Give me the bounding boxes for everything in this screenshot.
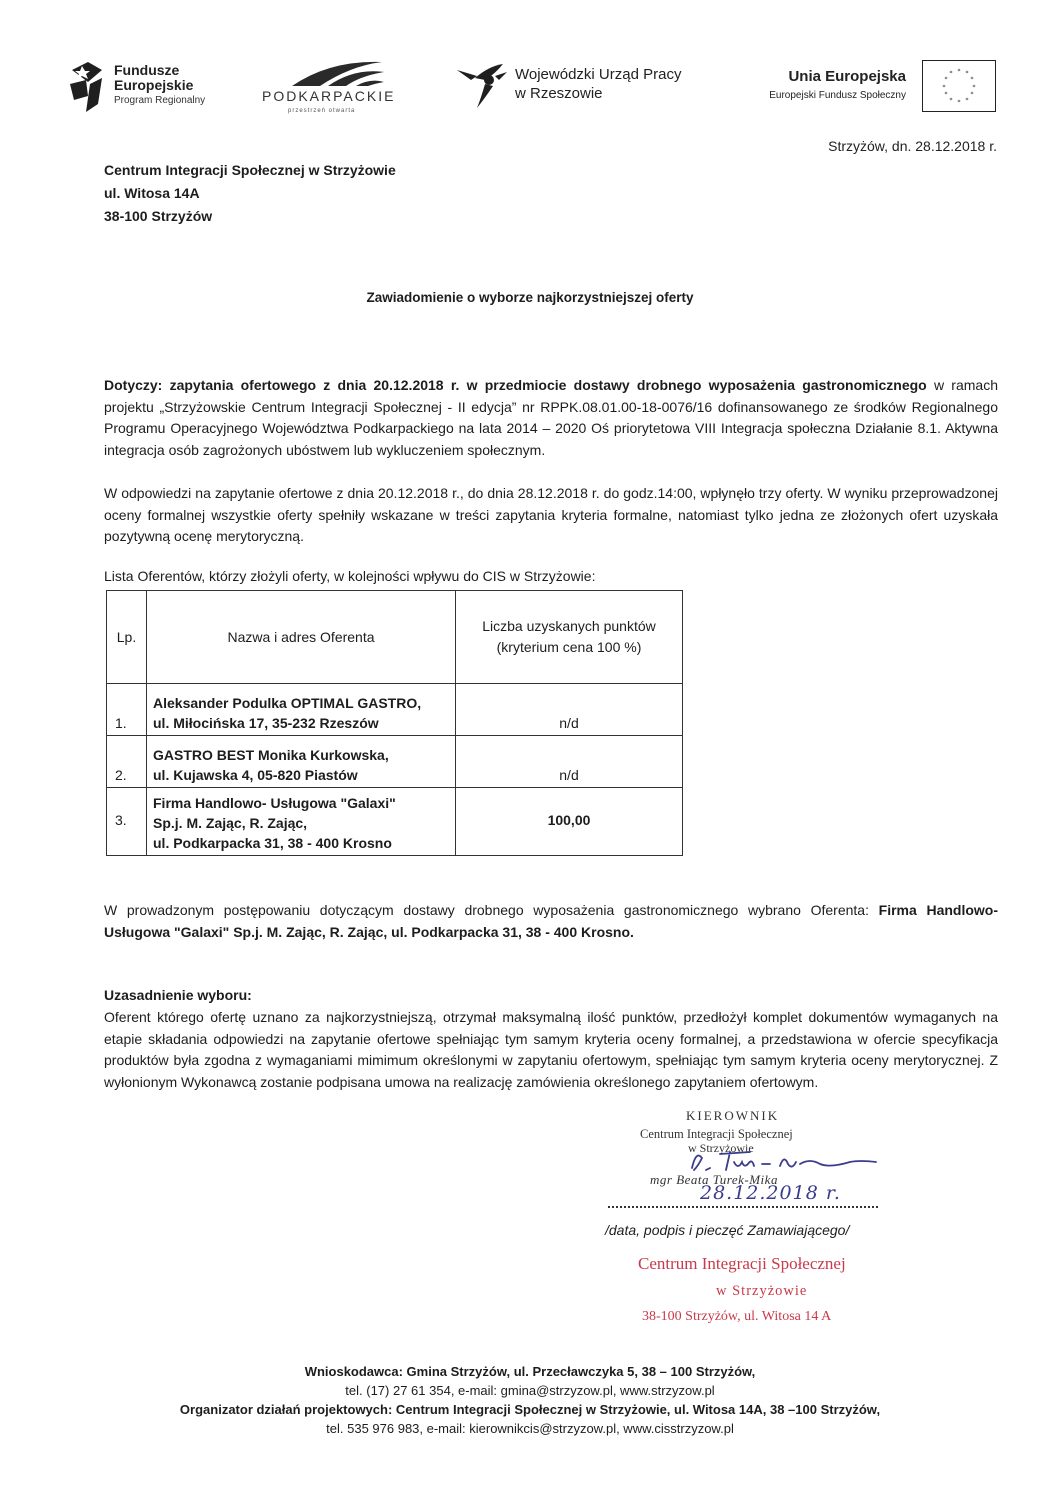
row-lp: 2. bbox=[107, 736, 147, 788]
table-header-row bbox=[107, 591, 683, 684]
row-lp: 3. bbox=[107, 788, 147, 856]
svg-text:*: * bbox=[957, 68, 961, 75]
stamp-location: w Strzyżowie bbox=[688, 1141, 754, 1155]
svg-text:*: * bbox=[944, 76, 948, 83]
row-offeror bbox=[147, 736, 456, 788]
offerors-table bbox=[106, 590, 683, 856]
recipient-address bbox=[104, 159, 396, 228]
table-row bbox=[107, 788, 683, 856]
podkarpackie-swoosh-icon bbox=[290, 56, 386, 90]
svg-text:*: * bbox=[970, 76, 974, 83]
ue-line2: Europejski Fundusz Społeczny bbox=[769, 90, 906, 101]
col-points-header-line2: (kryterium cena 100 %) bbox=[496, 639, 642, 655]
row-points: 100,00 bbox=[456, 788, 683, 856]
col-lp-header: Lp. bbox=[107, 591, 147, 684]
svg-text:*: * bbox=[957, 99, 961, 106]
red-stamp-line3: 38-100 Strzyżów, ul. Witosa 14 A bbox=[642, 1309, 832, 1324]
row-lp: 1. bbox=[107, 684, 147, 736]
col-points-header bbox=[456, 591, 683, 684]
paragraph-regarding-bold: Dotyczy: zapytania ofertowego z dnia 20.12.2018 r. w przedmiocie dostawy drobnego wyposażenia gastronomicznego bbox=[104, 377, 927, 393]
podkarpackie-tagline: przestrzeń otwarta bbox=[288, 108, 356, 114]
row-offeror bbox=[147, 788, 456, 856]
col-points-header-line1: Liczba uzyskanych punktów bbox=[482, 618, 656, 634]
document-title: Zawiadomienie o wyborze najkorzystniejszej oferty bbox=[366, 290, 694, 305]
fundusze-line2: Europejskie bbox=[114, 77, 194, 93]
stamp-signatory-name: mgr Beata Turek-Mika bbox=[650, 1172, 778, 1187]
svg-text:*: * bbox=[970, 91, 974, 98]
fundusze-europejskie-logo bbox=[68, 56, 228, 116]
paragraph-selected-bold: Firma Handlowo- Usługowa "Galaxi" Sp.j. M. Zając, R. Zając, ul. Podkarpacka 31, 38 - 400 Krosno. bbox=[104, 902, 999, 940]
fundusze-europejskie-icon bbox=[68, 60, 104, 114]
red-stamp-line1: Centrum Integracji Społecznej bbox=[638, 1254, 846, 1273]
paragraph-selected-text: W prowadzonym postępowaniu dotyczącym dostawy drobnego wyposażenia gastronomicznego wybrano Oferenta: bbox=[104, 902, 869, 918]
row-offeror bbox=[147, 684, 456, 736]
row-offeror-line: Firma Handlowo- Usługowa "Galaxi" bbox=[153, 795, 396, 811]
eu-flag-icon bbox=[922, 60, 996, 112]
podkarpackie-logo bbox=[262, 56, 412, 122]
podkarpackie-name: PODKARPACKIE bbox=[262, 88, 396, 104]
footer bbox=[0, 1362, 1060, 1438]
handwritten-date: 28.12.2018 r. bbox=[700, 1182, 841, 1204]
stamp-organization: Centrum Integracji Społecznej bbox=[640, 1127, 793, 1141]
stamp-title: KIEROWNIK bbox=[686, 1108, 780, 1123]
svg-text:*: * bbox=[965, 97, 969, 104]
address-line1: Centrum Integracji Społecznej w Strzyżowie bbox=[104, 162, 396, 178]
svg-text:*: * bbox=[972, 84, 976, 91]
svg-text:*: * bbox=[965, 70, 969, 77]
unia-europejska-logo bbox=[752, 60, 998, 112]
wup-logo bbox=[455, 58, 715, 112]
paragraph-regarding bbox=[104, 375, 998, 461]
row-offeror-line: ul. Podkarpacka 31, 38 - 400 Krosno bbox=[153, 835, 392, 851]
red-stamp-line2: w Strzyżowie bbox=[716, 1283, 808, 1299]
fundusze-line1: Fundusze bbox=[114, 62, 180, 78]
footer-line2: tel. (17) 27 61 354, e-mail: gmina@strzyzow.pl, www.strzyzow.pl bbox=[345, 1383, 715, 1398]
ue-line1: Unia Europejska bbox=[788, 68, 906, 85]
wup-bird-icon bbox=[455, 58, 511, 112]
document-date: Strzyżów, dn. 28.12.2018 r. bbox=[828, 138, 997, 154]
footer-line4: tel. 535 976 983, e-mail: kierownikcis@strzyzow.pl, www.cisstrzyzow.pl bbox=[326, 1421, 734, 1436]
fundusze-line3: Program Regionalny bbox=[114, 95, 206, 106]
row-offeror-line: Aleksander Podulka OPTIMAL GASTRO, bbox=[153, 695, 422, 711]
address-line3: 38-100 Strzyżów bbox=[104, 208, 213, 224]
footer-line1: Wnioskodawca: Gmina Strzyżów, ul. Przecławczyka 5, 38 – 100 Strzyżów, bbox=[304, 1364, 756, 1379]
svg-text:*: * bbox=[944, 91, 948, 98]
table-row bbox=[107, 736, 683, 788]
svg-text:*: * bbox=[942, 84, 946, 91]
row-points: n/d bbox=[456, 736, 683, 788]
paragraph-offers-received: W odpowiedzi na zapytanie ofertowe z dnia 20.12.2018 r., do dnia 28.12.2018 r. do godz.14:00, wpłynęło trzy oferty. W wyniku przeprowadzonej oceny formalnej wszystkie oferty spełniły wskazane w treści zapytania kryteria formalne, natomiast tylko jedna ze złożonych ofert uzyskała pozytywną ocenę merytoryczną. bbox=[104, 485, 998, 544]
row-offeror-line: Sp.j. M. Zając, R. Zając, bbox=[153, 815, 308, 831]
justification-header: Uzasadnienie wyboru: bbox=[104, 987, 252, 1003]
svg-text:*: * bbox=[949, 97, 953, 104]
signature-caption: /data, podpis i pieczęć Zamawiającego/ bbox=[605, 1222, 850, 1238]
wup-line2: w Rzeszowie bbox=[515, 85, 603, 102]
svg-text:*: * bbox=[949, 70, 953, 77]
col-name-header: Nazwa i adres Oferenta bbox=[147, 591, 456, 684]
paragraph-selected-offeror bbox=[104, 900, 998, 943]
address-line2: ul. Witosa 14A bbox=[104, 185, 200, 201]
paragraph-regarding-text: w ramach projektu „Strzyżowskie Centrum Integracji Społecznej - II edycja” nr RPPK.08.01.00-18-0076/16 dofinansowanego ze środków Regionalnego Programu Operacyjnego Województwa Podkarpackiego na lata 2014 – 2020 Oś priorytetowa VIII Integracja społeczna Działanie 8.1. Aktywna integracja osób zagrożonych ubóstwem lub wykluczeniem społecznym. bbox=[104, 377, 998, 458]
row-offeror-line: ul. Kujawska 4, 05-820 Piastów bbox=[153, 767, 358, 783]
offerors-list-header: Lista Oferentów, którzy złożyli oferty, w kolejności wpływu do CIS w Strzyżowie: bbox=[104, 568, 596, 584]
row-offeror-line: ul. Miłocińska 17, 35-232 Rzeszów bbox=[153, 715, 379, 731]
justification-text: Oferent którego ofertę uznano za najkorzystniejszą, otrzymał maksymalną ilość punktów, przedłożył komplet dokumentów wymaganych na etapie składania odpowiedzi na zapytanie ofertowe spełniając tym samym kryteria oceny formalnej, a przedstawiona w ofercie specyfikacja produktów była zgodna z wymaganiami mimimum określonymi w zapytaniu ofertowym, spełniając tym samym kryteria oceny merytorycznej. Z wyłonionym Wykonawcą zostanie podpisana umowa na realizację zamówienia określonego zapytaniem ofertowym. bbox=[104, 1009, 998, 1090]
signature-dotted-line bbox=[608, 1204, 878, 1208]
footer-line3: Organizator działań projektowych: Centrum Integracji Społecznej w Strzyżowie, ul. Witosa 14A, 38 –100 Strzyżów, bbox=[179, 1402, 881, 1417]
row-points: n/d bbox=[456, 684, 683, 736]
table-row bbox=[107, 684, 683, 736]
wup-line1: Wojewódzki Urząd Pracy bbox=[515, 66, 682, 83]
row-offeror-line: GASTRO BEST Monika Kurkowska, bbox=[153, 747, 389, 763]
